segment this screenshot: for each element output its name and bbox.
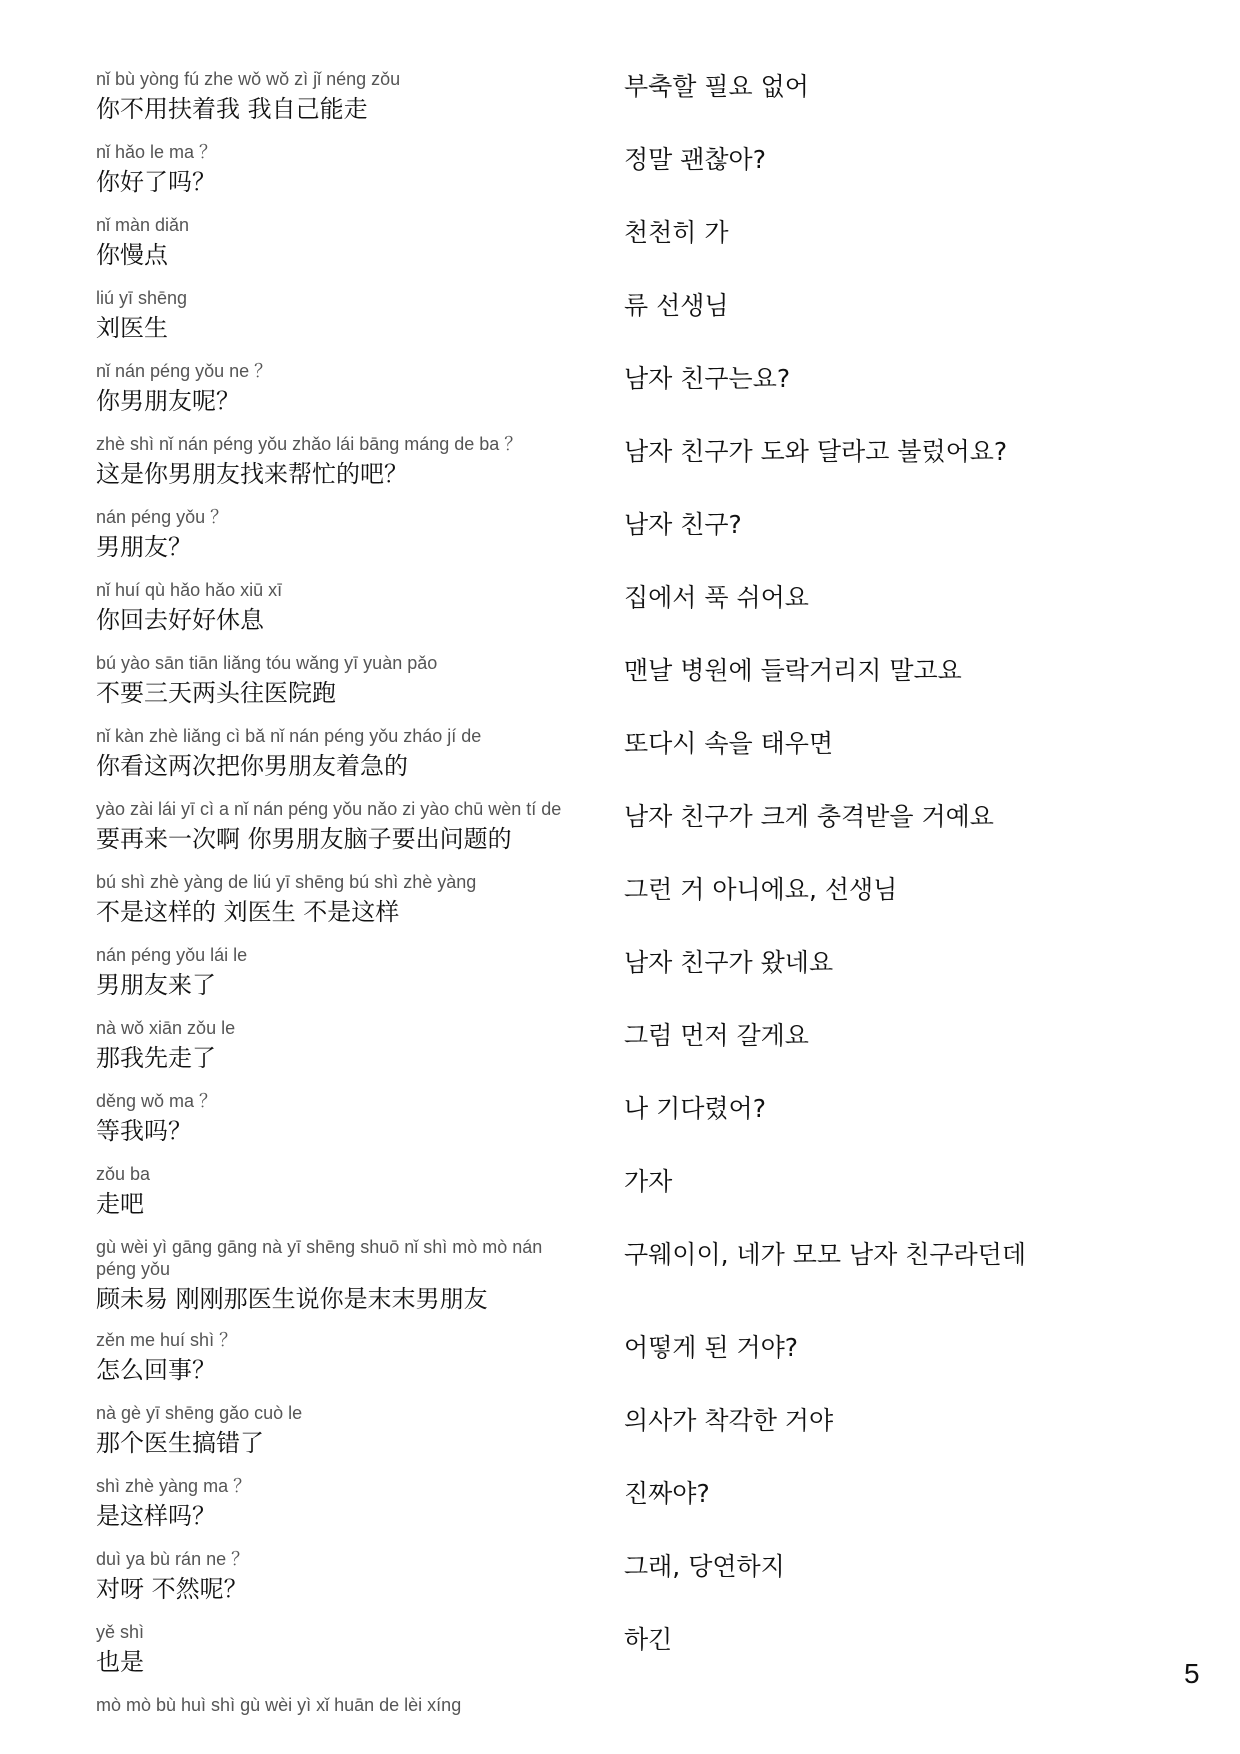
hanzi-text: 走吧 bbox=[96, 1190, 144, 1218]
chinese-line bbox=[96, 141, 586, 197]
pinyin-text: nà gè yī shēng gǎo cuò le bbox=[96, 1403, 303, 1423]
hanzi-text: 那个医生搞错了 bbox=[96, 1429, 264, 1457]
chinese-line bbox=[96, 1694, 586, 1716]
pinyin-text: gù wèi yì gāng gāng nà yī shēng shuō nǐ shì mò mò nán péng yǒu bbox=[96, 1237, 543, 1279]
subtitle-row bbox=[96, 360, 1156, 433]
pinyin-text: nǐ nán péng yǒu ne ？ bbox=[96, 361, 273, 381]
chinese-line bbox=[96, 1621, 586, 1677]
hanzi-text: 你不用扶着我 我自己能走 bbox=[96, 95, 368, 123]
pinyin-text: bú yào sān tiān liǎng tóu wǎng yī yuàn pǎo bbox=[96, 653, 438, 673]
chinese-line bbox=[96, 579, 586, 635]
subtitle-row bbox=[96, 1163, 1156, 1236]
hanzi-text: 你回去好好休息 bbox=[96, 606, 264, 634]
chinese-line bbox=[96, 1236, 586, 1314]
subtitle-row bbox=[96, 1329, 1156, 1402]
pinyin-text: mò mò bù huì shì gù wèi yì xǐ huān de lèi xíng bbox=[96, 1695, 462, 1715]
chinese-line bbox=[96, 798, 586, 854]
korean-translation: 어떻게 된 거야? bbox=[624, 1333, 799, 1362]
korean-translation: 천천히 가 bbox=[624, 218, 729, 247]
subtitle-row bbox=[96, 506, 1156, 579]
subtitle-row bbox=[96, 1236, 1156, 1329]
subtitle-row bbox=[96, 214, 1156, 287]
korean-translation: 그래, 당연하지 bbox=[624, 1552, 785, 1581]
chinese-line bbox=[96, 433, 586, 489]
subtitle-row bbox=[96, 944, 1156, 1017]
korean-translation: 진짜야? bbox=[624, 1479, 710, 1508]
pinyin-text: zhè shì nǐ nán péng yǒu zhǎo lái bāng máng de ba ？ bbox=[96, 434, 523, 454]
hanzi-text: 是这样吗？ bbox=[96, 1502, 216, 1530]
chinese-line bbox=[96, 725, 586, 781]
subtitle-row bbox=[96, 433, 1156, 506]
korean-translation: 하긴 bbox=[624, 1625, 673, 1654]
subtitle-row bbox=[96, 1402, 1156, 1475]
korean-translation: 그런 거 아니에요, 선생님 bbox=[624, 875, 898, 904]
hanzi-text: 你好了吗？ bbox=[96, 168, 216, 196]
subtitle-row bbox=[96, 652, 1156, 725]
pinyin-text: nǐ huí qù hǎo hǎo xiū xī bbox=[96, 580, 283, 600]
pinyin-text: bú shì zhè yàng de liú yī shēng bú shì zhè yàng bbox=[96, 872, 477, 892]
subtitle-row bbox=[96, 798, 1156, 871]
chinese-line bbox=[96, 1475, 586, 1531]
hanzi-text: 顾未易 刚刚那医生说你是末末男朋友 bbox=[96, 1285, 488, 1313]
hanzi-text: 对呀 不然呢？ bbox=[96, 1575, 248, 1603]
pinyin-text: nǐ bù yòng fú zhe wǒ wǒ zì jǐ néng zǒu bbox=[96, 69, 401, 89]
korean-translation: 구웨이이, 네가 모모 남자 친구라던데 bbox=[624, 1240, 1026, 1269]
hanzi-text: 男朋友来了 bbox=[96, 971, 216, 999]
pinyin-text: nán péng yǒu lái le bbox=[96, 945, 248, 965]
pinyin-text: yě shì bbox=[96, 1622, 145, 1642]
pinyin-text: shì zhè yàng ma ？ bbox=[96, 1476, 252, 1496]
pinyin-text: nán péng yǒu ？ bbox=[96, 507, 229, 527]
korean-translation: 남자 친구? bbox=[624, 510, 742, 539]
chinese-line bbox=[96, 68, 586, 124]
chinese-line bbox=[96, 1329, 586, 1385]
korean-translation: 가자 bbox=[624, 1167, 673, 1196]
chinese-line bbox=[96, 1163, 586, 1219]
korean-translation: 남자 친구가 왔네요 bbox=[624, 948, 834, 977]
korean-translation: 또다시 속을 태우면 bbox=[624, 729, 834, 758]
korean-translation: 부축할 필요 없어 bbox=[624, 72, 809, 101]
hanzi-text: 你男朋友呢？ bbox=[96, 387, 240, 415]
hanzi-text: 你慢点 bbox=[96, 241, 168, 269]
subtitle-row bbox=[96, 68, 1156, 141]
hanzi-text: 怎么回事？ bbox=[96, 1356, 216, 1384]
hanzi-text: 要再来一次啊 你男朋友脑子要出问题的 bbox=[96, 825, 512, 853]
subtitle-row bbox=[96, 1475, 1156, 1548]
pinyin-text: nà wǒ xiān zǒu le bbox=[96, 1018, 236, 1038]
subtitle-row bbox=[96, 1694, 1156, 1724]
subtitle-row bbox=[96, 871, 1156, 944]
hanzi-text: 不是这样的 刘医生 不是这样 bbox=[96, 898, 400, 926]
chinese-line bbox=[96, 871, 586, 927]
hanzi-text: 不要三天两头往医院跑 bbox=[96, 679, 336, 707]
korean-translation: 남자 친구가 크게 충격받을 거예요 bbox=[624, 802, 994, 831]
subtitle-list bbox=[96, 68, 1156, 1724]
pinyin-text: liú yī shēng bbox=[96, 288, 188, 308]
chinese-line bbox=[96, 1548, 586, 1604]
chinese-line bbox=[96, 944, 586, 1000]
chinese-line bbox=[96, 287, 586, 343]
korean-translation: 맨날 병원에 들락거리지 말고요 bbox=[624, 656, 962, 685]
korean-translation: 정말 괜찮아? bbox=[624, 145, 766, 174]
pinyin-text: nǐ kàn zhè liǎng cì bǎ nǐ nán péng yǒu zháo jí de bbox=[96, 726, 482, 746]
subtitle-row bbox=[96, 1017, 1156, 1090]
hanzi-text: 男朋友？ bbox=[96, 533, 192, 561]
page-number: 5 bbox=[1184, 1658, 1200, 1689]
korean-translation: 남자 친구가 도와 달라고 불렀어요? bbox=[624, 437, 1008, 466]
hanzi-text: 也是 bbox=[96, 1648, 144, 1676]
pinyin-text: děng wǒ ma ？ bbox=[96, 1091, 218, 1111]
hanzi-text: 这是你男朋友找来帮忙的吧？ bbox=[96, 460, 408, 488]
chinese-line bbox=[96, 652, 586, 708]
korean-translation: 남자 친구는요? bbox=[624, 364, 791, 393]
korean-translation: 의사가 착각한 거야 bbox=[624, 1406, 834, 1435]
pinyin-text: zǒu ba bbox=[96, 1164, 151, 1184]
subtitle-row bbox=[96, 287, 1156, 360]
pinyin-text: yào zài lái yī cì a nǐ nán péng yǒu nǎo zi yào chū wèn tí de bbox=[96, 799, 562, 819]
subtitle-row bbox=[96, 725, 1156, 798]
pinyin-text: nǐ màn diǎn bbox=[96, 215, 190, 235]
chinese-line bbox=[96, 1017, 586, 1073]
hanzi-text: 等我吗？ bbox=[96, 1117, 192, 1145]
chinese-line bbox=[96, 506, 586, 562]
korean-translation: 류 선생님 bbox=[624, 291, 729, 320]
chinese-line bbox=[96, 360, 586, 416]
hanzi-text: 那我先走了 bbox=[96, 1044, 216, 1072]
chinese-line bbox=[96, 1090, 586, 1146]
hanzi-text: 你看这两次把你男朋友着急的 bbox=[96, 752, 408, 780]
pinyin-text: duì ya bù rán ne ？ bbox=[96, 1549, 250, 1569]
pinyin-text: zěn me huí shì ？ bbox=[96, 1330, 238, 1350]
subtitle-row bbox=[96, 1621, 1156, 1694]
subtitle-row bbox=[96, 579, 1156, 652]
korean-translation: 집에서 푹 쉬어요 bbox=[624, 583, 809, 612]
hanzi-text: 刘医生 bbox=[96, 314, 168, 342]
subtitle-row bbox=[96, 1090, 1156, 1163]
pinyin-text: nǐ hǎo le ma ？ bbox=[96, 142, 218, 162]
chinese-line bbox=[96, 214, 586, 270]
subtitle-row bbox=[96, 141, 1156, 214]
korean-translation: 나 기다렸어? bbox=[624, 1094, 766, 1123]
korean-translation: 그럼 먼저 갈게요 bbox=[624, 1021, 809, 1050]
chinese-line bbox=[96, 1402, 586, 1458]
subtitle-row bbox=[96, 1548, 1156, 1621]
